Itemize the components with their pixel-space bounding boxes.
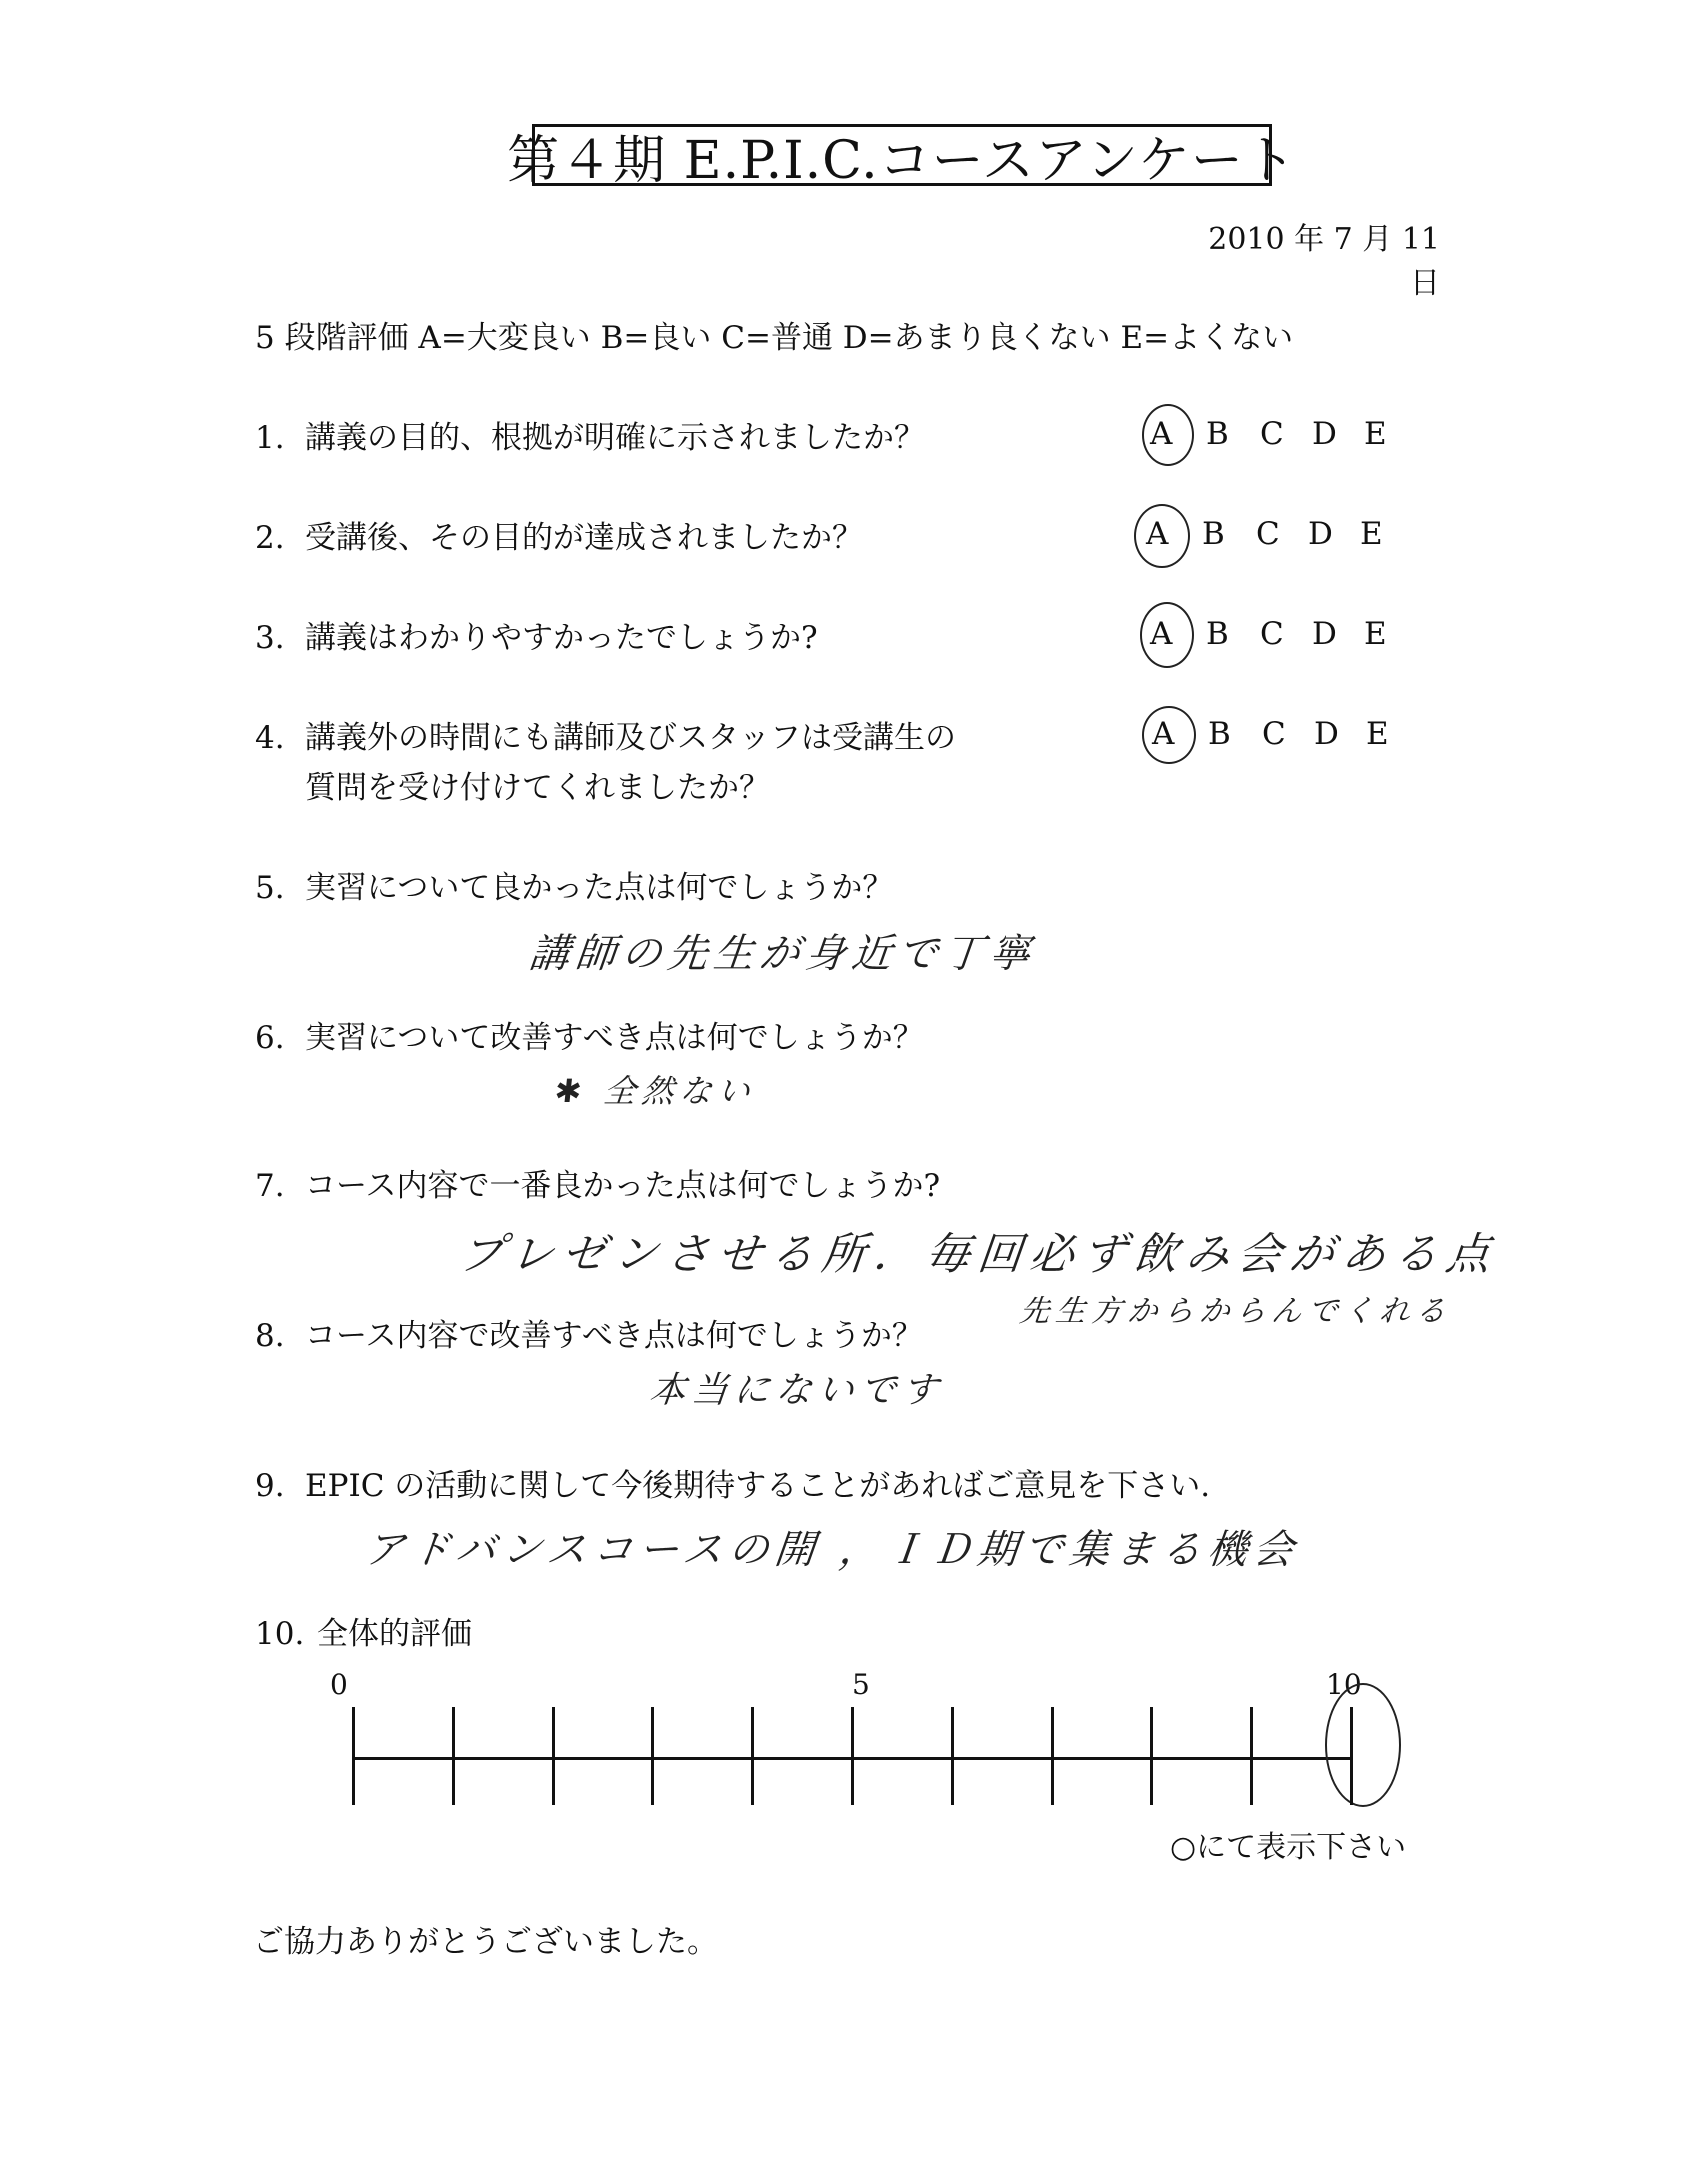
scale-instruction: ○にて表示下さい [1170, 1830, 1407, 1865]
choice-d[interactable]: D [1308, 516, 1333, 552]
choice-e[interactable]: E [1364, 616, 1387, 652]
question-text: 実習について良かった点は何でしょうか？ [305, 870, 894, 906]
question-text: 受講後、その目的が達成されましたか？ [305, 520, 863, 556]
choice-d[interactable]: D [1312, 616, 1337, 652]
question-text: 講義の目的、根拠が明確に示されましたか？ [305, 420, 925, 456]
question-number: 1. [255, 420, 285, 456]
choice-c[interactable]: C [1260, 416, 1284, 452]
scale-label-min: 0 [330, 1668, 348, 1701]
choice-d[interactable]: D [1312, 416, 1337, 452]
question-9 [255, 1460, 1210, 1505]
handwritten-answer-6: ✱ 全然ない [552, 1072, 758, 1110]
choice-a[interactable]: A [1152, 716, 1175, 752]
question-3 [255, 612, 818, 657]
question-6 [255, 1012, 924, 1057]
question-text: 講義はわかりやすかったでしょうか? [305, 620, 818, 656]
question-number: 2. [255, 520, 285, 556]
scale-tick[interactable] [452, 1707, 455, 1805]
page-title: 第４期 E.P.I.C.コースアンケート [532, 124, 1272, 186]
question-4-line-2: 質問を受け付けてくれましたか？ [305, 770, 770, 806]
scale-tick[interactable] [552, 1707, 555, 1805]
question-number: 9. [255, 1468, 285, 1504]
scale-tick[interactable] [1051, 1707, 1054, 1805]
handwritten-answer-5: 講師の先生が身近で丁寧 [527, 931, 1039, 977]
choice-b[interactable]: B [1208, 716, 1231, 752]
question-text: 実習について改善すべき点は何でしょうか？ [305, 1020, 924, 1056]
question-8 [255, 1310, 923, 1355]
question-number: 10. [255, 1616, 305, 1652]
choice-c[interactable]: C [1260, 616, 1284, 652]
scale-tick[interactable] [951, 1707, 954, 1805]
scale-label-mid: 5 [852, 1668, 870, 1701]
choice-d[interactable]: D [1314, 716, 1339, 752]
handwritten-answer-9: アドバンスコースの開 ，ＩＤ期で集まる機会 [362, 1527, 1302, 1573]
scale-tick[interactable] [651, 1707, 654, 1805]
question-1 [255, 412, 925, 457]
question-number: 5. [255, 870, 285, 906]
handwritten-answer-8: 本当にないです [647, 1370, 946, 1411]
question-number: 6. [255, 1020, 285, 1056]
choice-e[interactable]: E [1360, 516, 1383, 552]
question-text: EPIC の活動に関して今後期待することがあればご意見を下さい. [305, 1468, 1211, 1504]
choice-c[interactable]: C [1256, 516, 1280, 552]
question-10 [255, 1608, 472, 1653]
question-4 [255, 712, 956, 757]
scale-tick[interactable] [851, 1707, 854, 1805]
question-text: 講義外の時間にも講師及びスタッフは受講生の [305, 720, 956, 756]
question-2 [255, 512, 863, 557]
scale-tick[interactable] [751, 1707, 754, 1805]
rating-scale-legend: 5 段階評価 A=大変良い B=良い C=普通 D=あまり良くない E=よくない [255, 320, 1294, 356]
question-text: コース内容で改善すべき点は何でしょうか？ [305, 1318, 923, 1354]
choice-e[interactable]: E [1366, 716, 1389, 752]
choice-a[interactable]: A [1150, 416, 1173, 452]
selected-rating-circle [1325, 1683, 1401, 1807]
choice-e[interactable]: E [1364, 416, 1387, 452]
question-number: 7. [255, 1168, 285, 1204]
thank-you-message: ご協力ありがとうございました。 [253, 1924, 718, 1960]
handwritten-answer-7-line-2: 先生方からからんでくれる [1017, 1294, 1454, 1329]
question-number: 8. [255, 1318, 285, 1354]
survey-date: 2010 年 7 月 11 日 [1208, 222, 1440, 301]
scale-tick[interactable] [1250, 1707, 1253, 1805]
choice-b[interactable]: B [1202, 516, 1225, 552]
question-text: コース内容で一番良かった点は何でしょうか? [305, 1168, 941, 1204]
scale-label-max: 10 [1326, 1668, 1362, 1701]
choice-a[interactable]: A [1146, 516, 1169, 552]
question-text: 全体的評価 [317, 1616, 472, 1652]
choice-c[interactable]: C [1262, 716, 1286, 752]
question-5 [255, 862, 893, 907]
scale-tick[interactable] [1150, 1707, 1153, 1805]
question-number: 3. [255, 620, 285, 656]
scale-tick[interactable] [352, 1707, 355, 1805]
handwritten-answer-7: プレゼンさせる所．毎回必ず飲み会がある点 [456, 1229, 1501, 1280]
question-7 [255, 1160, 940, 1205]
scale-tick[interactable] [1350, 1707, 1353, 1805]
choice-b[interactable]: B [1206, 616, 1229, 652]
question-number: 4. [255, 720, 285, 756]
choice-b[interactable]: B [1206, 416, 1229, 452]
choice-a[interactable]: A [1150, 616, 1173, 652]
